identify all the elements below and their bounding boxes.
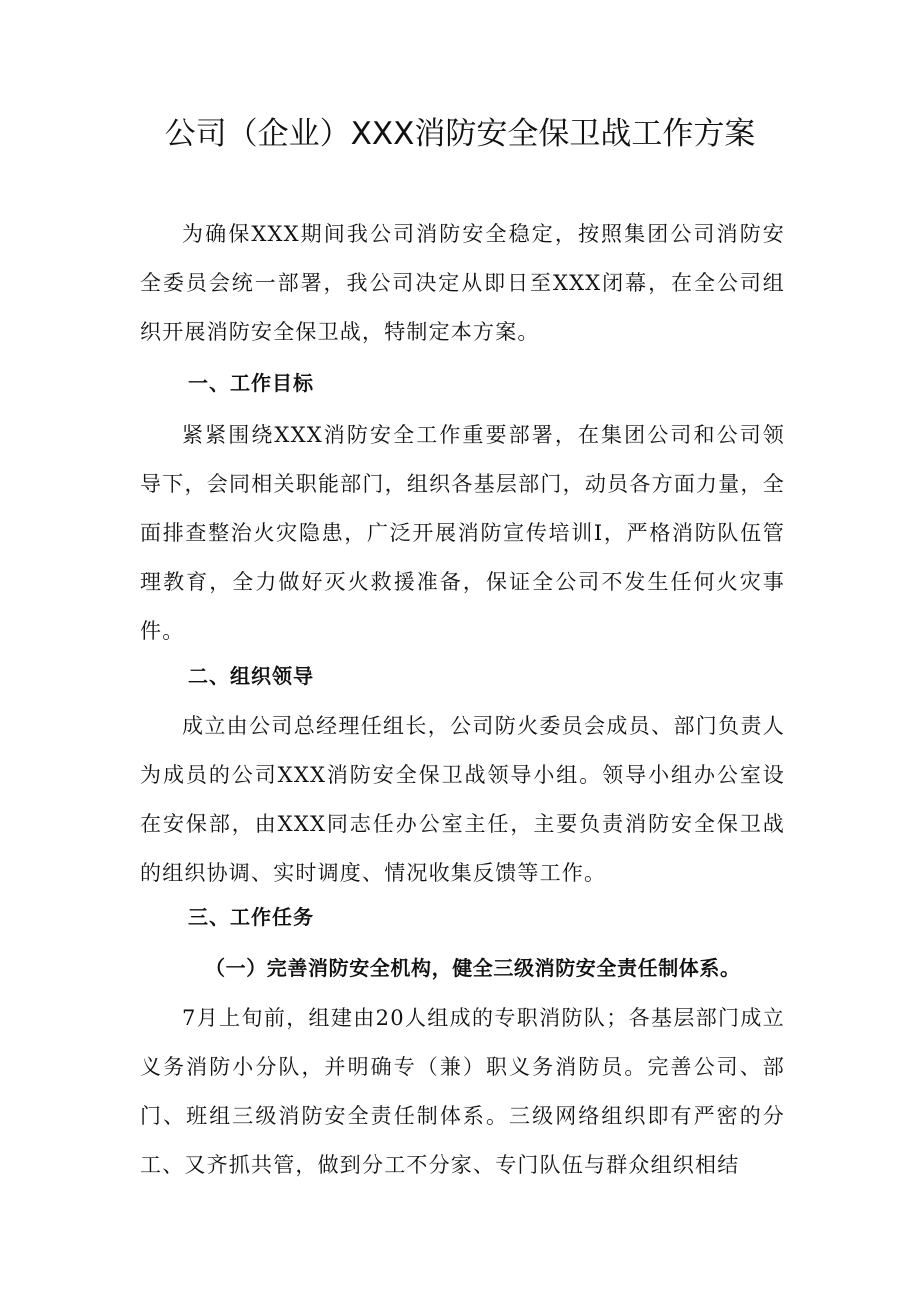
section-heading-goals: 一、工作目标 xyxy=(188,371,314,395)
intro-paragraph: 为确保XXX期间我公司消防安全稳定，按照集团公司消防安全委员会统一部署，我公司决定从即日至XXX闭幕，在全公司组织开展消防安全保卫战，特制定本方案。 xyxy=(140,222,785,344)
document-title: 公司（企业）XXX消防安全保卫战工作方案 xyxy=(164,116,756,152)
section-heading-tasks: 三、工作任务 xyxy=(188,905,314,929)
goals-paragraph: 紧紧围绕XXX消防安全工作重要部署，在集团公司和公司领导下，会同相关职能部门，组织各基层部门，动员各方面力量，全面排查整治火灾隐患，广泛开展消防宣传培训I，严格消防队伍管理教育，全力做好灭火救援准备，保证全公司不发生任何火灾事件。 xyxy=(140,423,785,643)
subsection-heading-1: （一）完善消防安全机构，健全三级消防安全责任制体系。 xyxy=(205,956,741,980)
tasks-paragraph-1: 7月上旬前，组建由20人组成的专职消防队；各基层部门成立义务消防小分队，并明确专（兼）职义务消防员。完善公司、部门、班组三级消防安全责任制体系。三级网络组织即有严密的分工、又齐抓共管，做到分工不分家、专门队伍与群众组织相结 xyxy=(140,1006,785,1177)
leadership-paragraph: 成立由公司总经理任组长，公司防火委员会成员、部门负责人为成员的公司XXX消防安全保卫战领导小组。领导小组办公室设在安保部，由XXX同志任办公室主任，主要负责消防安全保卫战的组织协调、实时调度、情况收集反馈等工作。 xyxy=(140,714,785,885)
section-heading-leadership: 二、组织领导 xyxy=(188,664,314,688)
